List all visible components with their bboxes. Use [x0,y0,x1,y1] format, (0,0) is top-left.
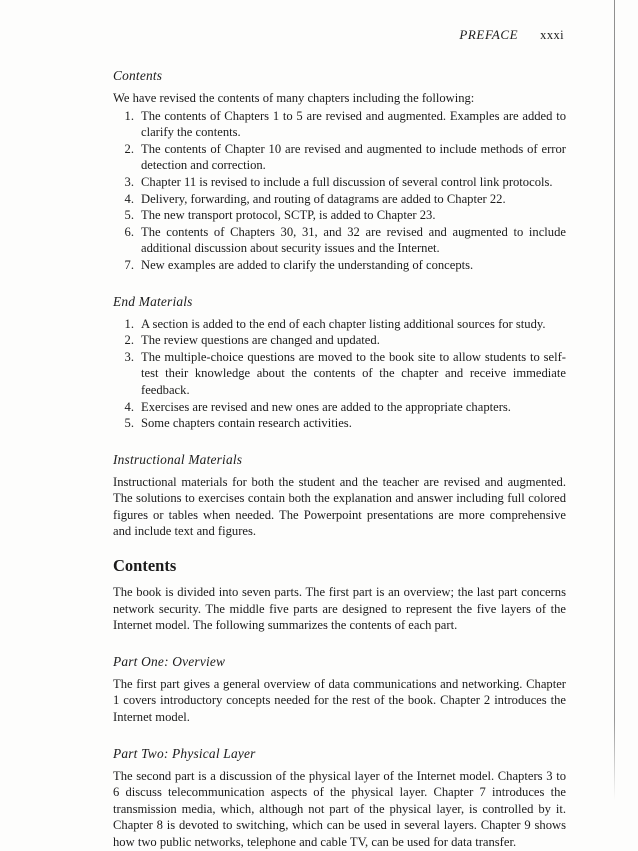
paragraph-part-two: The second part is a discussion of the physical layer of the Internet model. Chapters 3 to 6 discuss telecommunication aspects of the physical layer. Chapter 7 introduces the transmission media, which, although not part of the physical layer, is controlled by it. Chapter 8 is devoted to switching, which can be used in several layers. Chapter 9 shows how two public networks, telephone and cable TV, can be used for data transfer. [113,768,566,849]
list-item-text: The contents of Chapters 1 to 5 are revised and augmented. Examples are added to clarify the contents. [141,108,566,140]
paragraph-contents-revision-intro: We have revised the contents of many chapters including the following: [113,91,475,105]
list-item-text: A section is added to the end of each chapter listing additional sources for study. [141,316,546,331]
list-item-text: The contents of Chapters 30, 31, and 32 are revised and augmented to include additional discussion about security issues and the Internet. [141,224,566,256]
end-materials-list [113,316,566,432]
page-number: xxxi [540,28,564,42]
section-heading-part-one: Part One: Overview [113,653,226,669]
list-item-text: The multiple-choice questions are moved to the book site to allow students to self-test their knowledge about the contents of the chapter and receive immediate feedback. [141,349,566,397]
paragraph-part-one: The first part gives a general overview of data communications and networking. Chapter 1 covers introductory concepts needed for the rest of the book. Chapter 2 introduces the Internet model. [113,676,566,725]
list-item-number: 4. [124,191,134,206]
list-item [113,257,566,274]
list-item-text: Delivery, forwarding, and routing of datagrams are added to Chapter 22. [141,191,506,206]
list-item-text: The contents of Chapter 10 are revised and augmented to include methods of error detection and correction. [141,141,566,173]
list-item [113,141,566,174]
list-item-number: 5. [124,416,134,431]
list-item [113,191,566,208]
list-item-number: 2. [124,333,134,348]
list-item-text: Chapter 11 is revised to include a full discussion of several control link protocols. [141,174,553,189]
list-item [113,207,566,224]
list-item-number: 2. [124,141,134,156]
paragraph-instructional-materials: Instructional materials for both the student and the teacher are revised and augmented. The solutions to exercises contain both the explanation and answer including full colored figures or tables when needed. The Powerpoint presentations are more comprehensive and include text and figures. [113,474,566,539]
list-item-number: 1. [124,108,134,123]
list-item-text: New examples are added to clarify the understanding of concepts. [141,257,474,272]
list-item-text: Exercises are revised and new ones are added to the appropriate chapters. [141,399,511,414]
list-item-number: 5. [124,208,134,223]
list-item [113,224,566,257]
list-item-text: The review questions are changed and updated. [141,333,380,348]
section-heading-part-two: Part Two: Physical Layer [113,745,256,761]
list-item-number: 7. [124,257,134,272]
running-header [113,28,566,42]
paragraph-contents-overview: The book is divided into seven parts. The first part is an overview; the last part concerns network security. The middle five parts are designed to represent the five layers of the Internet model. The following summarizes the contents of each part. [113,585,566,633]
list-item [113,108,566,141]
section-heading-instructional-materials: Instructional Materials [113,451,243,467]
main-heading-contents: Contents [113,556,177,576]
list-item-text: The new transport protocol, SCTP, is added to Chapter 23. [141,208,436,223]
list-item-number: 4. [124,399,134,414]
running-header-title: PREFACE [459,27,519,42]
list-item-number: 3. [124,174,134,189]
list-item-number: 1. [124,316,134,331]
list-item [113,174,566,191]
section-heading-contents-revision: Contents [113,68,163,83]
list-item [113,415,566,432]
list-item-number: 6. [124,224,134,239]
list-item-number: 3. [124,349,134,364]
contents-revision-list [113,108,566,274]
list-item [113,399,566,416]
page-scan-edge-line [614,0,615,800]
list-item [113,332,566,349]
list-item-text: Some chapters contain research activities. [141,416,352,431]
section-heading-end-materials: End Materials [113,293,193,309]
list-item [113,349,566,399]
document-page [113,28,566,851]
list-item [113,316,566,333]
